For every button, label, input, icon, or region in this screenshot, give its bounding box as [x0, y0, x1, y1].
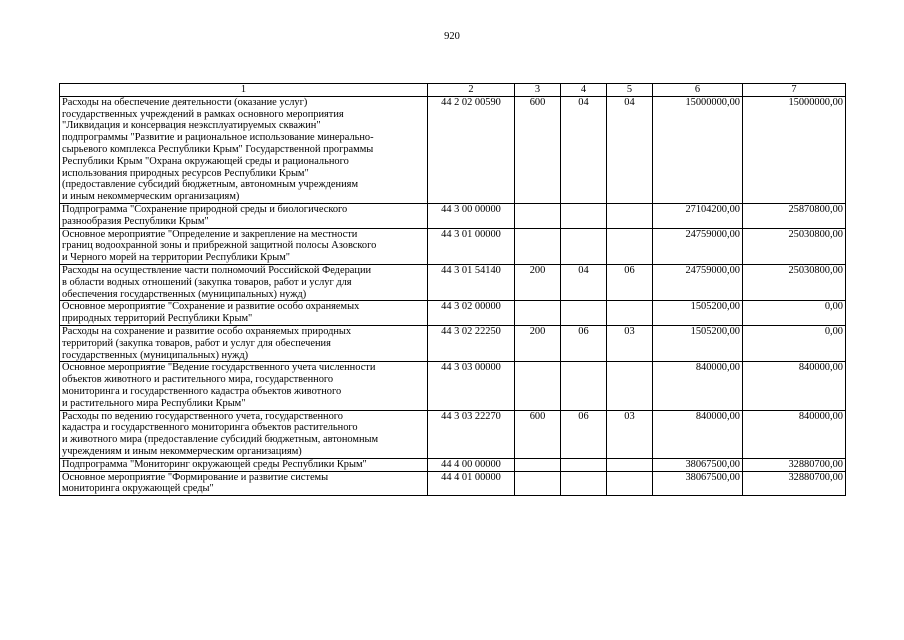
row-col6: 840000,00 — [653, 410, 743, 458]
row-name-line: Основное мероприятие "Ведение государственного учета численности — [62, 362, 376, 374]
row-name — [60, 203, 428, 228]
row-name-line: в области водных отношений (закупка товаров, работ и услуг для — [62, 276, 352, 288]
row-col7: 32880700,00 — [743, 471, 846, 496]
row-col6: 24759000,00 — [653, 228, 743, 264]
row-name-line: использования природных ресурсов Республики Крым" — [62, 167, 309, 179]
row-col6: 38067500,00 — [653, 458, 743, 471]
row-col3 — [515, 458, 561, 471]
row-col7: 15000000,00 — [743, 96, 846, 203]
row-col6: 15000000,00 — [653, 96, 743, 203]
row-name-line: Республики Крым "Охрана окружающей среды и рационального — [62, 155, 349, 167]
row-name — [60, 362, 428, 410]
row-col5 — [607, 458, 653, 471]
header-cell: 4 — [561, 84, 607, 97]
header-cell: 5 — [607, 84, 653, 97]
table-row — [60, 362, 846, 410]
row-col3: 600 — [515, 96, 561, 203]
row-col5 — [607, 203, 653, 228]
row-code: 44 3 01 54140 — [428, 264, 515, 300]
row-col5: 03 — [607, 410, 653, 458]
table-row — [60, 410, 846, 458]
row-name-line: территорий (закупка товаров, работ и услуг для обеспечения — [62, 337, 331, 349]
row-code: 44 4 01 00000 — [428, 471, 515, 496]
row-name-line: природных территорий Республики Крым" — [62, 313, 253, 325]
row-col5: 06 — [607, 264, 653, 300]
header-cell: 1 — [60, 84, 428, 97]
row-name-line: и иным некоммерческим организациям) — [62, 191, 240, 203]
row-name-line: Расходы на обеспечение деятельности (оказание услуг) — [62, 96, 308, 108]
row-col3 — [515, 362, 561, 410]
row-col5 — [607, 471, 653, 496]
row-name-line: учреждениям и иным некоммерческим организациям) — [62, 445, 302, 457]
row-col7: 840000,00 — [743, 362, 846, 410]
row-name-line: Расходы на осуществление части полномочий Российской Федерации — [62, 264, 372, 276]
table-row — [60, 203, 846, 228]
row-name-line: (предоставление субсидий бюджетным, автономным учреждениям — [62, 179, 359, 191]
row-col4 — [561, 471, 607, 496]
row-col7: 25870800,00 — [743, 203, 846, 228]
row-code: 44 3 02 00000 — [428, 301, 515, 326]
row-col6: 38067500,00 — [653, 471, 743, 496]
table-row — [60, 96, 846, 203]
budget-table — [59, 83, 846, 496]
row-name-line: Расходы на сохранение и развитие особо охраняемых природных — [62, 325, 352, 337]
row-name-line: государственных учреждений в рамках основного мероприятия — [62, 108, 344, 120]
row-col3 — [515, 301, 561, 326]
row-code: 44 3 03 00000 — [428, 362, 515, 410]
row-col6: 1505200,00 — [653, 325, 743, 361]
row-name — [60, 325, 428, 361]
page-number: 920 — [444, 31, 460, 42]
row-name-line: разнообразия Республики Крым" — [62, 215, 209, 227]
row-name-line: Основное мероприятие "Формирование и развитие системы — [62, 471, 329, 483]
table-row — [60, 228, 846, 264]
row-col5 — [607, 228, 653, 264]
row-col4: 06 — [561, 410, 607, 458]
row-name-line: Расходы по ведению государственного учета, государственного — [62, 410, 343, 422]
row-code: 44 3 01 00000 — [428, 228, 515, 264]
row-code: 44 2 02 00590 — [428, 96, 515, 203]
row-code: 44 3 00 00000 — [428, 203, 515, 228]
row-name-line: кадастра и государственного мониторинга объектов растительного — [62, 422, 358, 434]
row-name — [60, 471, 428, 496]
row-name-line: и Черного морей на территории Республики Крым" — [62, 252, 291, 264]
table-row — [60, 471, 846, 496]
row-name — [60, 228, 428, 264]
row-name — [60, 410, 428, 458]
row-col4 — [561, 228, 607, 264]
row-name-line: и животного мира (предоставление субсидий бюджетным, автономным — [62, 434, 379, 446]
row-name-line: сырьевого комплекса Республики Крым" Государственной программы — [62, 143, 374, 155]
row-col3 — [515, 203, 561, 228]
row-name — [60, 301, 428, 326]
row-col4 — [561, 362, 607, 410]
row-col5: 03 — [607, 325, 653, 361]
row-name-line: подпрограммы "Развитие и рациональное использование минерально- — [62, 132, 374, 144]
row-name-line: "Ликвидация и консервация неэксплуатируемых скважин" — [62, 120, 321, 132]
table-row — [60, 458, 846, 471]
row-name-line: мониторинга и государственного кадастра объектов животного — [62, 385, 342, 397]
row-col4: 04 — [561, 264, 607, 300]
row-name — [60, 458, 428, 471]
row-col4 — [561, 203, 607, 228]
header-cell: 2 — [428, 84, 515, 97]
row-code: 44 3 03 22270 — [428, 410, 515, 458]
row-col6: 27104200,00 — [653, 203, 743, 228]
row-col7: 32880700,00 — [743, 458, 846, 471]
row-col7: 840000,00 — [743, 410, 846, 458]
row-name-line: и растительного мира Республики Крым" — [62, 397, 246, 409]
row-col5 — [607, 301, 653, 326]
table-row — [60, 301, 846, 326]
row-name-line: объектов животного и растительного мира, государственного — [62, 374, 334, 386]
header-cell: 7 — [743, 84, 846, 97]
row-col7: 0,00 — [743, 301, 846, 326]
row-col6: 24759000,00 — [653, 264, 743, 300]
row-code: 44 3 02 22250 — [428, 325, 515, 361]
row-name-line: Основное мероприятие "Определение и закрепление на местности — [62, 228, 358, 240]
row-col6: 840000,00 — [653, 362, 743, 410]
row-col5 — [607, 362, 653, 410]
row-name — [60, 96, 428, 203]
row-col7: 25030800,00 — [743, 264, 846, 300]
row-col4 — [561, 301, 607, 326]
row-col3: 600 — [515, 410, 561, 458]
row-col7: 25030800,00 — [743, 228, 846, 264]
row-name-line: Основное мероприятие "Сохранение и развитие особо охраняемых — [62, 301, 360, 313]
row-col3 — [515, 471, 561, 496]
row-col3 — [515, 228, 561, 264]
header-cell: 3 — [515, 84, 561, 97]
row-col7: 0,00 — [743, 325, 846, 361]
table-row — [60, 264, 846, 300]
row-col5: 04 — [607, 96, 653, 203]
row-name-line: Подпрограмма "Мониторинг окружающей среды Республики Крым" — [62, 458, 367, 470]
row-code: 44 4 00 00000 — [428, 458, 515, 471]
row-col4: 06 — [561, 325, 607, 361]
row-col4 — [561, 458, 607, 471]
row-name-line: мониторинга окружающей среды" — [62, 483, 214, 495]
row-col3: 200 — [515, 264, 561, 300]
header-cell: 6 — [653, 84, 743, 97]
row-col4: 04 — [561, 96, 607, 203]
row-col6: 1505200,00 — [653, 301, 743, 326]
row-name-line: обеспечения государственных (муниципальных) нужд) — [62, 288, 307, 300]
row-name-line: границ водоохранной зоны и прибрежной защитной полосы Азовского — [62, 240, 377, 252]
table-row — [60, 325, 846, 361]
row-name — [60, 264, 428, 300]
row-col3: 200 — [515, 325, 561, 361]
row-name-line: государственных (муниципальных) нужд) — [62, 349, 249, 361]
row-name-line: Подпрограмма "Сохранение природной среды и биологического — [62, 203, 348, 215]
header-row — [60, 84, 846, 97]
